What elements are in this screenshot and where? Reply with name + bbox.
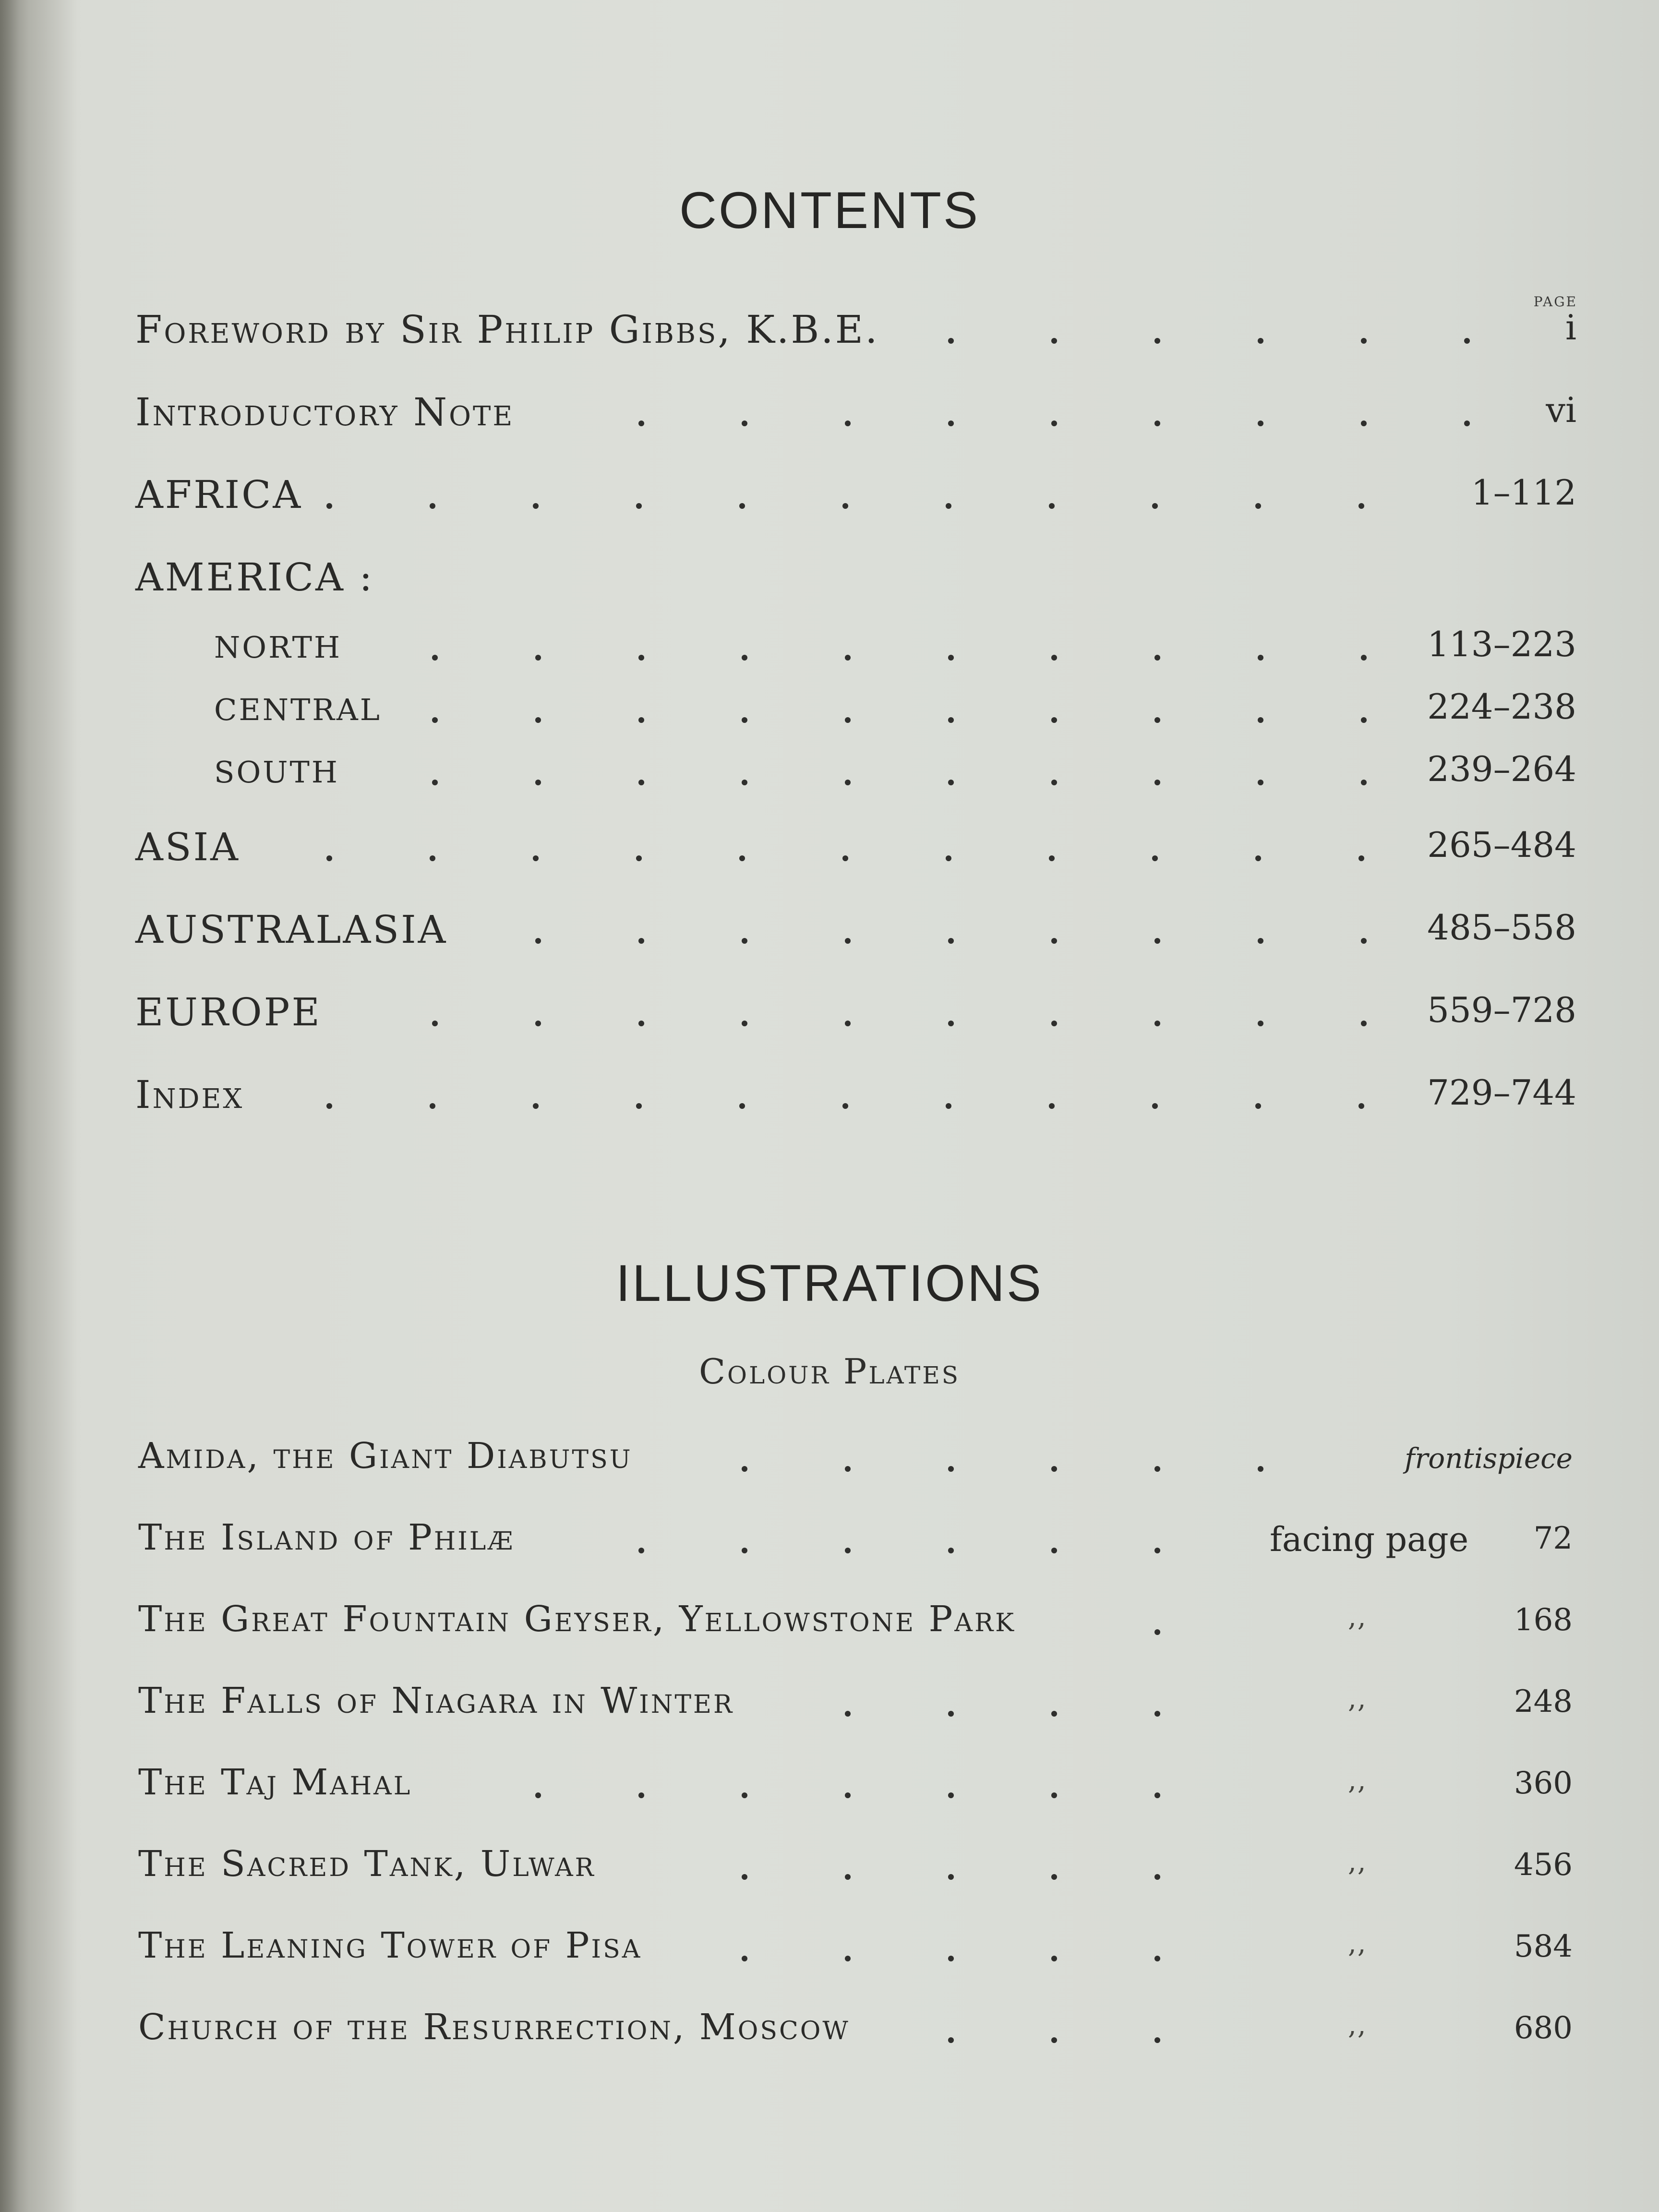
leader-dot (845, 1548, 851, 1553)
plate-label: The Taj Mahal (138, 1762, 412, 1803)
leader-dot (946, 855, 951, 861)
leader-dot (1154, 780, 1160, 785)
entry-label: AUSTRALASIA (135, 907, 448, 952)
leader-dot (948, 938, 954, 944)
leader-dot (326, 503, 332, 509)
leader-dot (845, 1956, 851, 1961)
leader-dot (638, 421, 644, 426)
plate-page: 248 (1514, 1684, 1573, 1719)
entry-label: SOUTH (214, 755, 339, 790)
leader-dot (636, 503, 642, 509)
leader-dot (1051, 780, 1057, 785)
leader-dot (638, 1021, 644, 1026)
leader-dot (1051, 338, 1057, 344)
leader-dot (1154, 1874, 1160, 1880)
leader-dot (742, 1466, 747, 1472)
leader-dot (535, 780, 541, 785)
leader-dot (1051, 421, 1057, 426)
plate-row-moscow[interactable] (0, 2007, 1659, 2059)
leader-dot (842, 1103, 848, 1109)
ditto-mark: ,, (1348, 1928, 1367, 1959)
leader-dot (430, 1103, 435, 1109)
leader-dot (948, 1466, 954, 1472)
leader-dot (1152, 1103, 1158, 1109)
plate-page: 72 (1533, 1521, 1573, 1556)
leader-dot (1255, 855, 1261, 861)
entry-page: 729–744 (1427, 1072, 1576, 1113)
plate-row-geyser[interactable] (0, 1599, 1659, 1651)
leader-dot (1051, 1956, 1057, 1961)
leader-dot (948, 1021, 954, 1026)
leader-dot (430, 855, 435, 861)
entry-page: 239–264 (1427, 749, 1576, 789)
ditto-mark: ,, (1348, 2009, 1367, 2041)
leader-dot (1051, 1711, 1057, 1717)
entry-page: i (1565, 307, 1576, 348)
illustrations-heading: ILLUSTRATIONS (615, 1254, 1044, 1312)
leader-dot (1358, 503, 1364, 509)
leader-dot (742, 655, 747, 661)
contents-row-america[interactable] (0, 555, 1659, 608)
plate-row-amida[interactable] (0, 1435, 1659, 1488)
leader-dot (1258, 421, 1263, 426)
leader-dot (533, 503, 539, 509)
leader-dot (742, 717, 747, 723)
entry-label: Index (135, 1072, 244, 1117)
plate-page: 680 (1514, 2010, 1573, 2046)
leader-dot (636, 855, 642, 861)
leader-dot (533, 1103, 539, 1109)
ditto-mark: ,, (1348, 1601, 1367, 1633)
leader-dot (845, 1021, 851, 1026)
leader-dot (1258, 338, 1263, 344)
contents-row-south[interactable] (0, 749, 1659, 802)
leader-dot (432, 717, 438, 723)
leader-dot (948, 421, 954, 426)
contents-row-introductory-note[interactable] (0, 390, 1659, 443)
leader-dot (948, 1792, 954, 1798)
leader-dot (842, 503, 848, 509)
leader-dot (636, 1103, 642, 1109)
leader-dot (1154, 1548, 1160, 1553)
leader-dot (432, 1021, 438, 1026)
leader-dot (1154, 1711, 1160, 1717)
entry-label: AFRICA (135, 472, 303, 517)
entry-label: ASIA (135, 825, 240, 869)
leader-dot (1361, 655, 1367, 661)
leader-dot (845, 938, 851, 944)
leader-dot (1051, 1792, 1057, 1798)
leader-dot (845, 717, 851, 723)
plate-label: The Sacred Tank, Ulwar (138, 1843, 596, 1885)
entry-label: Foreword by Sir Philip Gibbs, K.B.E. (135, 307, 879, 352)
page-column-header: PAGE (1533, 294, 1577, 310)
plate-label: The Island of Philæ (138, 1517, 515, 1558)
leader-dot (742, 1792, 747, 1798)
plate-row-pisa[interactable] (0, 1925, 1659, 1978)
leader-dot (842, 855, 848, 861)
leader-dot (432, 655, 438, 661)
ditto-mark: ,, (1348, 1846, 1367, 1877)
leader-dot (1049, 1103, 1055, 1109)
leader-dot (638, 938, 644, 944)
entry-label: EUROPE (135, 990, 322, 1034)
leader-dot (1255, 503, 1261, 509)
plate-row-niagara[interactable] (0, 1680, 1659, 1733)
leader-dot (1361, 421, 1367, 426)
leader-dot (326, 1103, 332, 1109)
contents-heading: CONTENTS (679, 181, 980, 239)
plate-page: 360 (1514, 1766, 1573, 1801)
leader-dot (535, 717, 541, 723)
leader-dot (1361, 780, 1367, 785)
leader-dot (739, 503, 745, 509)
leader-dot (742, 1874, 747, 1880)
facing-page-label: facing page (1270, 1520, 1469, 1559)
plate-row-taj-mahal[interactable] (0, 1762, 1659, 1815)
colour-plates-subheading: Colour Plates (698, 1351, 961, 1392)
plate-page: 584 (1514, 1929, 1573, 1964)
leader-dot (845, 1711, 851, 1717)
leader-dot (742, 421, 747, 426)
leader-dot (535, 1792, 541, 1798)
leader-dot (1258, 1021, 1263, 1026)
leader-dot (638, 655, 644, 661)
leader-dot (1154, 1956, 1160, 1961)
leader-dot (946, 1103, 951, 1109)
leader-dot (533, 855, 539, 861)
leader-dot (948, 1711, 954, 1717)
leader-dot (1154, 1021, 1160, 1026)
leader-dot (1358, 1103, 1364, 1109)
leader-dot (1154, 421, 1160, 426)
leader-dot (948, 717, 954, 723)
leader-dot (638, 1792, 644, 1798)
leader-dot (1258, 1466, 1263, 1472)
entry-label: NORTH (214, 630, 342, 665)
plate-label: The Falls of Niagara in Winter (138, 1680, 734, 1721)
leader-dot (638, 717, 644, 723)
plate-row-sacred-tank[interactable] (0, 1843, 1659, 1896)
leader-dot (1154, 717, 1160, 723)
leader-dot (1154, 1792, 1160, 1798)
leader-dot (948, 2037, 954, 2043)
leader-dot (430, 503, 435, 509)
ditto-mark: ,, (1348, 1765, 1367, 1796)
leader-dot (845, 780, 851, 785)
leader-dot (845, 1874, 851, 1880)
leader-dot (845, 421, 851, 426)
entry-page: 224–238 (1427, 686, 1576, 727)
leader-dot (1258, 780, 1263, 785)
leader-dot (742, 1548, 747, 1553)
leader-dot (1464, 338, 1470, 344)
leader-dot (948, 1874, 954, 1880)
plate-row-philae[interactable] (0, 1517, 1659, 1570)
leader-dot (845, 1792, 851, 1798)
entry-page: 485–558 (1427, 907, 1576, 948)
plate-page: frontispiece (1405, 1442, 1573, 1475)
contents-row-asia[interactable] (0, 825, 1659, 878)
entry-label: Introductory Note (135, 390, 515, 434)
leader-dot (326, 855, 332, 861)
leader-dot (1152, 855, 1158, 861)
leader-dot (1049, 503, 1055, 509)
leader-dot (1051, 717, 1057, 723)
leader-dot (1361, 938, 1367, 944)
contents-row-europe[interactable] (0, 990, 1659, 1043)
leader-dot (1361, 338, 1367, 344)
entry-label: AMERICA : (135, 555, 374, 600)
leader-dot (1051, 1548, 1057, 1553)
entry-label: CENTRAL (214, 692, 382, 727)
plate-page: 168 (1514, 1602, 1573, 1638)
leader-dot (1051, 655, 1057, 661)
leader-dot (1154, 2037, 1160, 2043)
leader-dot (1051, 1466, 1057, 1472)
contents-row-north[interactable] (0, 624, 1659, 677)
contents-row-index[interactable] (0, 1072, 1659, 1125)
leader-dot (742, 780, 747, 785)
entry-page: 559–728 (1427, 990, 1576, 1030)
contents-row-foreword[interactable] (0, 307, 1659, 360)
leader-dot (948, 1956, 954, 1961)
leader-dot (1258, 938, 1263, 944)
leader-dot (638, 1548, 644, 1553)
leader-dot (742, 938, 747, 944)
leader-dot (948, 780, 954, 785)
leader-dot (1154, 655, 1160, 661)
leader-dot (948, 655, 954, 661)
contents-row-africa[interactable] (0, 472, 1659, 525)
entry-page: 113–223 (1427, 624, 1576, 664)
leader-dot (1152, 503, 1158, 509)
plate-label: Amida, the Giant Diabutsu (138, 1435, 633, 1477)
leader-dot (1361, 717, 1367, 723)
leader-dot (946, 503, 951, 509)
plate-label: Church of the Resurrection, Moscow (138, 2007, 850, 2048)
leader-dot (535, 655, 541, 661)
leader-dot (535, 938, 541, 944)
leader-dot (1464, 421, 1470, 426)
leader-dot (1051, 1021, 1057, 1026)
leader-dot (739, 855, 745, 861)
leader-dot (1154, 338, 1160, 344)
leader-dot (1049, 855, 1055, 861)
contents-row-central[interactable] (0, 686, 1659, 739)
leader-dot (1051, 1874, 1057, 1880)
leader-dot (1258, 717, 1263, 723)
leader-dot (1358, 855, 1364, 861)
entry-page: vi (1546, 390, 1576, 430)
leader-dot (742, 1021, 747, 1026)
leader-dot (1255, 1103, 1261, 1109)
plate-label: The Great Fountain Geyser, Yellowstone Park (138, 1599, 1016, 1640)
plate-page: 456 (1514, 1847, 1573, 1883)
leader-dot (1051, 2037, 1057, 2043)
leader-dot (1154, 938, 1160, 944)
leader-dot (739, 1103, 745, 1109)
contents-row-australasia[interactable] (0, 907, 1659, 960)
ditto-mark: ,, (1348, 1683, 1367, 1714)
leader-dot (845, 1466, 851, 1472)
plate-label: The Leaning Tower of Pisa (138, 1925, 642, 1966)
entry-page: 265–484 (1427, 825, 1576, 865)
leader-dot (535, 1021, 541, 1026)
leader-dot (1154, 1466, 1160, 1472)
leader-dot (1051, 938, 1057, 944)
leader-dot (638, 780, 644, 785)
leader-dot (1361, 1021, 1367, 1026)
leader-dot (432, 780, 438, 785)
leader-dot (948, 1548, 954, 1553)
leader-dot (845, 655, 851, 661)
leader-dot (1258, 655, 1263, 661)
leader-dot (1154, 1629, 1160, 1635)
leader-dot (948, 338, 954, 344)
entry-page: 1–112 (1471, 472, 1576, 513)
leader-dot (742, 1956, 747, 1961)
